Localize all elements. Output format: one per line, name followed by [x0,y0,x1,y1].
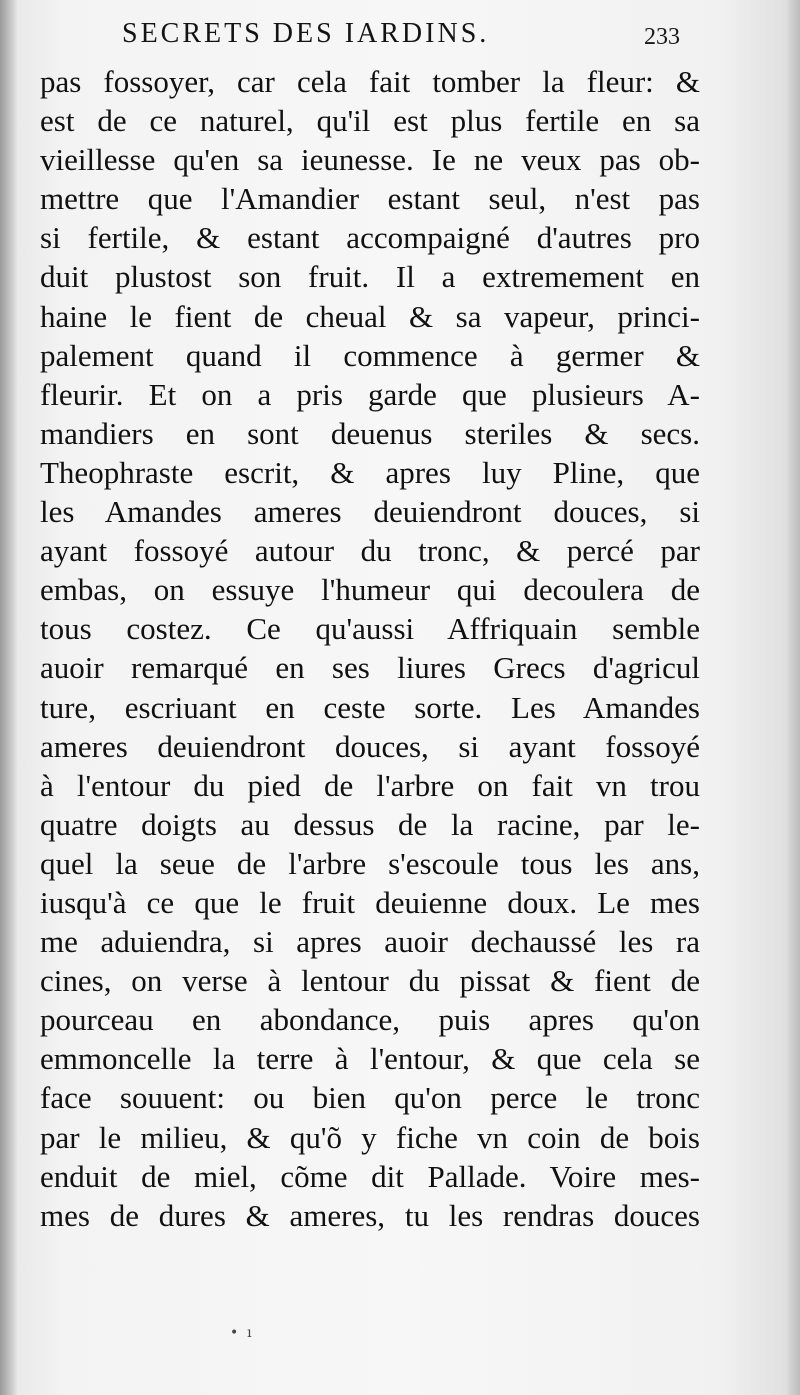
page-number: 233 [644,24,680,50]
text-line: mettre que l'Amandier estant seul, n'est pas [40,181,700,217]
text-line: me aduiendra, si apres auoir dechaussé les ra [40,924,700,960]
text-line: ameres deuiendront douces, si ayant fossoyé [40,728,700,764]
text-line: quel la seue de l'arbre s'escoule tous les ans, [40,845,700,881]
text-line: enduit de miel, cõme dit Pallade. Voire mes- [40,1158,700,1194]
text-line: cines, on verse à lentour du pissat & fient de [40,963,700,999]
body-text [40,62,700,1235]
text-line: auoir remarqué en ses liures Grecs d'agricul [40,650,700,686]
text-line: pourceau en abondance, puis apres qu'on [40,1002,700,1038]
page-smudge: • ı [230,1325,252,1341]
text-line: à l'entour du pied de l'arbre on fait vn trou [40,767,700,803]
text-line: tous costez. Ce qu'aussi Affriquain semble [40,611,700,647]
text-line: mes de dures & ameres, tu les rendras douces [40,1197,700,1233]
text-line: mandiers en sont deuenus steriles & secs. [40,415,700,451]
text-line: vieillesse qu'en sa ieunesse. Ie ne veux pas ob- [40,142,700,178]
text-line: haine le fient de cheual & sa vapeur, princi- [40,298,700,334]
running-head [110,18,680,52]
text-line: si fertile, & estant accompaigné d'autres pro [40,220,700,256]
text-line: iusqu'à ce que le fruit deuienne doux. Le mes [40,884,700,920]
text-line: est de ce naturel, qu'il est plus fertile en sa [40,103,700,139]
text-line: par le milieu, & qu'õ y fiche vn coin de bois [40,1119,700,1155]
text-line: ayant fossoyé autour du tronc, & percé par [40,533,700,569]
text-line: quatre doigts au dessus de la racine, par le- [40,806,700,842]
text-line: emmoncelle la terre à l'entour, & que cela se [40,1041,700,1077]
running-title: SECRETS DES IARDINS. [122,18,490,49]
text-line: palement quand il commence à germer & [40,337,700,373]
text-line: fleurir. Et on a pris garde que plusieurs A- [40,376,700,412]
text-line: Theophraste escrit, & apres luy Pline, que [40,454,700,490]
text-line: face souuent: ou bien qu'on perce le tronc [40,1080,700,1116]
text-line: les Amandes ameres deuiendront douces, si [40,494,700,530]
text-line: embas, on essuye l'humeur qui decoulera de [40,572,700,608]
text-line: pas fossoyer, car cela fait tomber la fleur: & [40,64,700,99]
text-line: ture, escriuant en ceste sorte. Les Amandes [40,689,700,725]
text-line: duit plustost son fruit. Il a extremement en [40,259,700,295]
